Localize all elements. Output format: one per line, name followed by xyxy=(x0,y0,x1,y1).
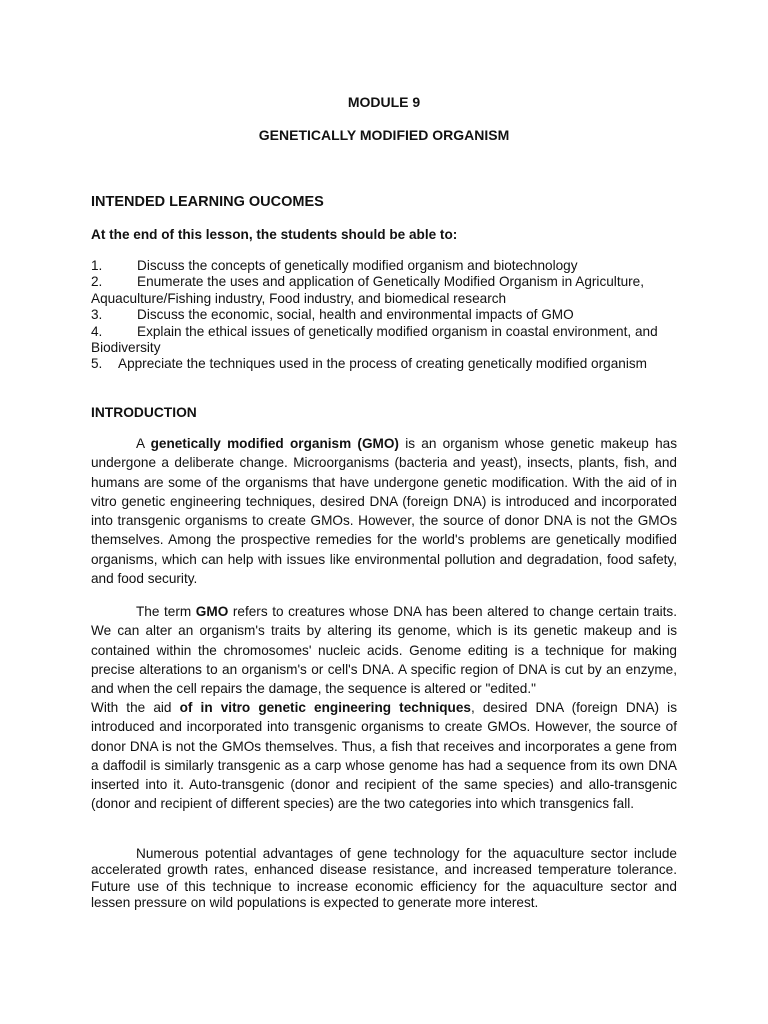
gmo-term-short: GMO xyxy=(195,604,229,619)
intro-paragraph-2: The term GMO refers to creatures whose DNA has been altered to change certain traits. We can alter an organism's traits by altering its genome, which is its genetic makeup and is contained within the chromosomes' nucleic acids. Genome editing is a technique for making precise alterations to an organism's or cell's DNA. A specific region of DNA is cut by an enzyme, and when the cell repairs the damage, the sequence is altered or "edited." xyxy=(91,604,677,697)
ilo-item-2-cont: Aquaculture/Fishing industry, Food industry, and biomedical research xyxy=(91,290,507,306)
in-vitro-term: of in vitro genetic engineering techniques xyxy=(179,700,471,715)
ilo-item-2: 2. Enumerate the uses and application of Genetically Modified Organism in Agriculture, xyxy=(91,274,645,290)
ilo-item-5: 5. Appreciate the techniques used in the process of creating genetically modified organism xyxy=(91,356,647,372)
ilo-item-1: 1. Discuss the concepts of genetically modified organism and biotechnology xyxy=(91,258,578,273)
intro-paragraph-4: Numerous potential advantages of gene technology for the aquaculture sector include accelerated growth rates, enhanced disease resistance, and increased temperature tolerance. Future use of this technique to increase economic efficiency for the aquaculture sector and lessen pressure on wild populations is expected to generate more interest. xyxy=(91,846,677,911)
gmo-term: genetically modified organism (GMO) xyxy=(150,436,399,451)
ilo-item-4-cont: Biodiversity xyxy=(91,340,161,356)
ilo-item-3: 3. Discuss the economic, social, health and environmental impacts of GMO xyxy=(91,307,574,323)
ilo-list xyxy=(91,258,681,373)
ilo-heading: INTENDED LEARNING OUCOMES xyxy=(91,194,324,210)
ilo-lead: At the end of this lesson, the students should be able to: xyxy=(91,227,458,242)
intro-paragraph-1: A genetically modified organism (GMO) is an organism whose genetic makeup has undergone a deliberate change. Microorganisms (bacteria and yeast), insects, plants, fish, and humans are some of the organisms that have undergone genetic modification. With the aid of in vitro genetic engineering techniques, desired DNA (foreign DNA) is introduced and incorporated into transgenic organisms to create GMOs. However, the source of donor DNA is not the GMOs themselves. Among the prospective remedies for the world's problems are genetically modified organisms, which can help with issues like environmental pollution and degradation, food safety, and food security. xyxy=(91,436,678,587)
intro-paragraph-3: With the aid of in vitro genetic engineering techniques, desired DNA (foreign DNA) is introduced and incorporated into transgenic organisms to create GMOs. However, the source of donor DNA is not the GMOs themselves. Thus, a fish that receives and incorporates a gene from a daffodil is similarly transgenic as a carp whose genome has had a sequence from its own DNA inserted into it. Auto-transgenic (donor and recipient of the same species) and allo-transgenic (donor and recipient of different species) are the two categories into which transgenics fall. xyxy=(91,700,677,812)
module-title: MODULE 9 xyxy=(347,94,421,110)
module-subtitle: GENETICALLY MODIFIED ORGANISM xyxy=(258,127,510,143)
ilo-item-4: 4. Explain the ethical issues of genetically modified organism in coastal environment, and xyxy=(91,323,658,339)
intro-heading: INTRODUCTION xyxy=(91,405,197,420)
